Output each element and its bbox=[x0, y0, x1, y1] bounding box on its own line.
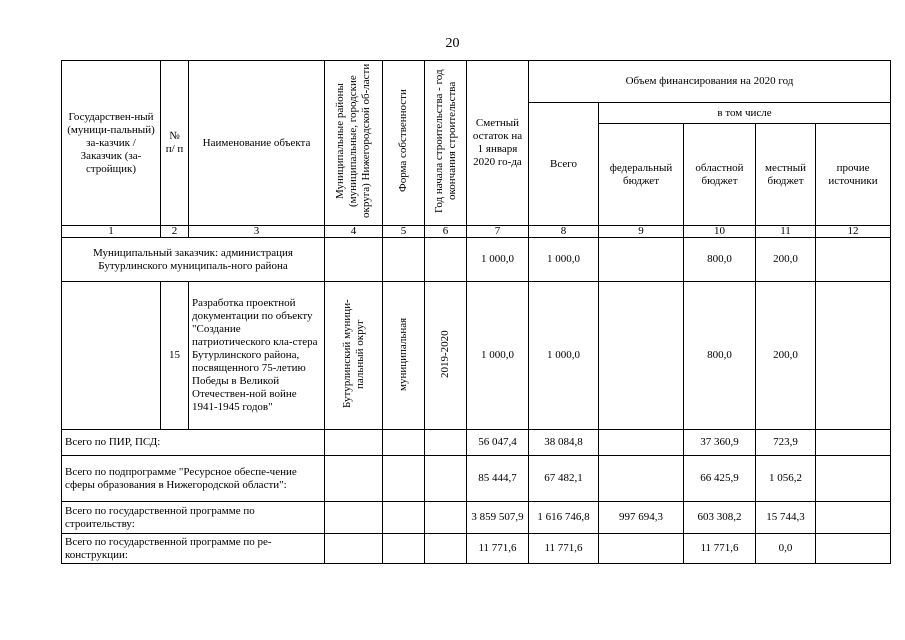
cell-local: 1 056,2 bbox=[756, 456, 816, 502]
column-number: 9 bbox=[599, 226, 684, 238]
cell-estimate: 3 859 507,9 bbox=[467, 502, 529, 534]
cell-federal bbox=[599, 238, 684, 282]
cell-federal: 997 694,3 bbox=[599, 502, 684, 534]
column-number: 12 bbox=[816, 226, 891, 238]
municipal-customer-label: Муниципальный заказчик: администрация Бутурлинского муниципаль-ного района bbox=[62, 238, 325, 282]
cell-other bbox=[816, 238, 891, 282]
header-estimate: Сметный остаток на 1 января 2020 го-да bbox=[467, 61, 529, 226]
table-row bbox=[62, 502, 891, 534]
cell-estimate: 85 444,7 bbox=[467, 456, 529, 502]
cell-total: 1 000,0 bbox=[529, 282, 599, 430]
column-number: 2 bbox=[161, 226, 189, 238]
column-number: 3 bbox=[189, 226, 325, 238]
cell-federal bbox=[599, 456, 684, 502]
page-number: 20 bbox=[445, 36, 460, 51]
header-customer: Государствен-ный (муници-пальный) за-казчик / Заказчик (за-стройщик) bbox=[62, 61, 161, 226]
header-districts: Муниципальные районы (муниципальные, городские округа) Нижегородской об-ласти bbox=[325, 61, 383, 226]
column-number: 1 bbox=[62, 226, 161, 238]
cell-num: 15 bbox=[161, 282, 189, 430]
cell-district: Бутурлинский муници-пальный округ bbox=[325, 282, 383, 430]
cell-federal bbox=[599, 534, 684, 564]
cell-object-name: Разработка проектной документации по объекту "Создание патриотического кла-стера Бутурлинского района, посвященного 75-летию Победы в Великой Отечествен-ной войне 1941-1945 годов" bbox=[189, 282, 325, 430]
cell-regional: 11 771,6 bbox=[684, 534, 756, 564]
cell-federal bbox=[599, 282, 684, 430]
column-number: 11 bbox=[756, 226, 816, 238]
cell-total: 11 771,6 bbox=[529, 534, 599, 564]
column-number: 10 bbox=[684, 226, 756, 238]
cell-regional: 37 360,9 bbox=[684, 430, 756, 456]
cell-local: 15 744,3 bbox=[756, 502, 816, 534]
header-local: местный бюджет bbox=[756, 124, 816, 226]
cell-total: 1 000,0 bbox=[529, 238, 599, 282]
cell-federal bbox=[599, 430, 684, 456]
cell-regional: 66 425,9 bbox=[684, 456, 756, 502]
subprogram-total-label: Всего по подпрограмме "Ресурсное обеспе-чение сферы образования в Нижегородской области": bbox=[62, 456, 325, 502]
cell-local: 723,9 bbox=[756, 430, 816, 456]
cell-estimate: 56 047,4 bbox=[467, 430, 529, 456]
column-number: 8 bbox=[529, 226, 599, 238]
cell-regional: 800,0 bbox=[684, 238, 756, 282]
table-row bbox=[62, 238, 891, 282]
reconstruction-total-label: Всего по государственной программе по ре-конструкции: bbox=[62, 534, 325, 564]
header-funding: Объем финансирования на 2020 год bbox=[529, 61, 891, 103]
table-row bbox=[62, 430, 891, 456]
cell-other bbox=[816, 282, 891, 430]
column-number: 6 bbox=[425, 226, 467, 238]
cell-regional: 603 308,2 bbox=[684, 502, 756, 534]
column-number: 7 bbox=[467, 226, 529, 238]
header-total: Всего bbox=[529, 103, 599, 226]
header-other: прочие источники bbox=[816, 124, 891, 226]
cell-total: 67 482,1 bbox=[529, 456, 599, 502]
construction-total-label: Всего по государственной программе по строительству: bbox=[62, 502, 325, 534]
header-ownership: Форма собственности bbox=[383, 61, 425, 226]
cell-estimate: 1 000,0 bbox=[467, 282, 529, 430]
cell-total: 38 084,8 bbox=[529, 430, 599, 456]
header-num: № п/ п bbox=[161, 61, 189, 226]
cell-local: 200,0 bbox=[756, 282, 816, 430]
cell-other bbox=[816, 534, 891, 564]
header-including: в том числе bbox=[599, 103, 891, 124]
column-number: 5 bbox=[383, 226, 425, 238]
cell-ownership: муниципальная bbox=[383, 282, 425, 430]
cell-estimate: 1 000,0 bbox=[467, 238, 529, 282]
header-regional: областной бюджет bbox=[684, 124, 756, 226]
cell-other bbox=[816, 502, 891, 534]
table-row bbox=[62, 282, 891, 430]
cell-other bbox=[816, 456, 891, 502]
cell-estimate: 11 771,6 bbox=[467, 534, 529, 564]
funding-table bbox=[61, 60, 891, 564]
header-name: Наименование объекта bbox=[189, 61, 325, 226]
table-row bbox=[62, 456, 891, 502]
cell-years: 2019-2020 bbox=[425, 282, 467, 430]
cell-local: 0,0 bbox=[756, 534, 816, 564]
column-number: 4 bbox=[325, 226, 383, 238]
header-years: Год начала строительства - год окончания строительства bbox=[425, 61, 467, 226]
table-row bbox=[62, 534, 891, 564]
cell-regional: 800,0 bbox=[684, 282, 756, 430]
cell-local: 200,0 bbox=[756, 238, 816, 282]
pir-total-label: Всего по ПИР, ПСД: bbox=[62, 430, 325, 456]
cell-total: 1 616 746,8 bbox=[529, 502, 599, 534]
header-federal: федеральный бюджет bbox=[599, 124, 684, 226]
cell-other bbox=[816, 430, 891, 456]
